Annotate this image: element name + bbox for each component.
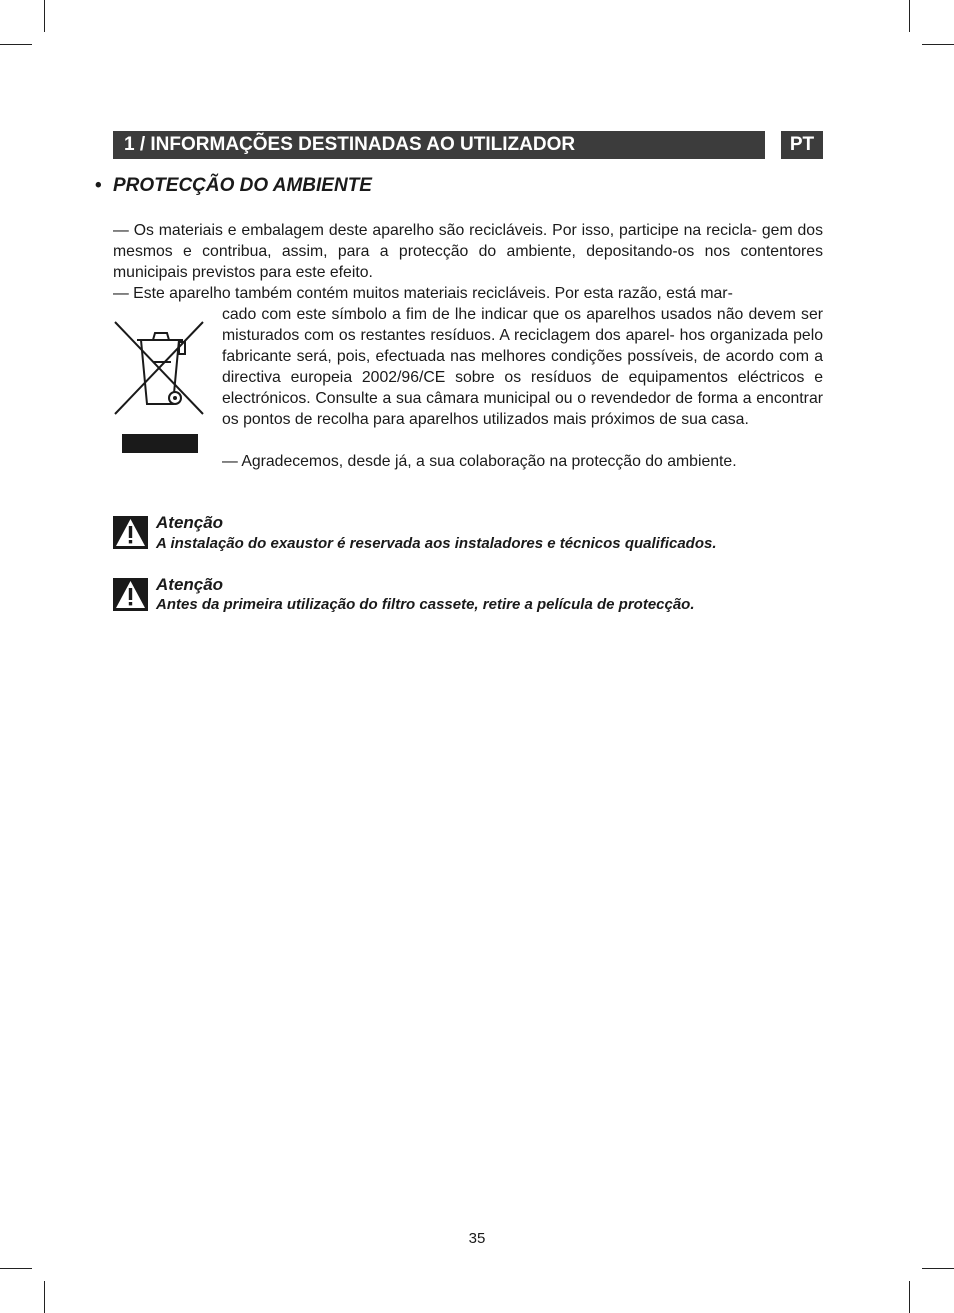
weee-paragraph-first-line: — Este aparelho também contém muitos materiais recicláveis. Por esta razão, está mar-	[113, 285, 733, 302]
crop-mark	[0, 44, 32, 45]
warning-title: Atenção	[156, 513, 224, 532]
crop-mark	[909, 1281, 910, 1313]
bullet: •	[95, 175, 102, 196]
crop-mark	[0, 1268, 32, 1269]
page-number: 35	[468, 1230, 486, 1247]
language-badge: PT	[781, 131, 823, 159]
recycling-paragraph: — Os materiais e embalagem deste aparelho são recicláveis. Por isso, participe na recicla- gem dos mesmos e contribua, assim, para a protecção do ambiente, depositando-os nos contentores municipais previstos para este efeito.	[113, 222, 823, 281]
warning-text: Antes da primeira utilização do filtro cassete, retire a película de protecção.	[156, 596, 695, 613]
crop-mark	[922, 44, 954, 45]
weee-underline-bar	[122, 434, 198, 453]
weee-paragraph-body: cado com este símbolo a fim de lhe indicar que os aparelhos usados não devem ser misturados com os restantes resíduos. A reciclagem dos aparel- hos organizada pelo fabricante será, pois, efectuada nas melhores condições possíveis, de acordo com a directiva europeia 2002/96/CE sobre os resíduos de equipamentos eléctricos e electrónicos. Consulte a sua câmara municipal ou o revendedor de forma a encontrar os pontos de recolha para aparelhos utilizados mais próximos de sua casa.	[222, 306, 823, 428]
warning-triangle-icon	[113, 578, 148, 611]
thanks-paragraph: — Agradecemos, desde já, a sua colaboração na protecção do ambiente.	[222, 453, 737, 470]
section-subheading	[95, 175, 372, 197]
crossed-out-wheelie-bin-icon	[113, 318, 205, 416]
crop-mark	[44, 0, 45, 32]
crop-mark	[44, 1281, 45, 1313]
warning-text: A instalação do exaustor é reservada aos instaladores e técnicos qualificados.	[156, 535, 717, 552]
subheading-text: PROTECÇÃO DO AMBIENTE	[113, 175, 372, 196]
section-title: 1 / INFORMAÇÕES DESTINADAS AO UTILIZADOR	[113, 131, 765, 159]
crop-mark	[909, 0, 910, 32]
warning-triangle-icon	[113, 516, 148, 549]
crop-mark	[922, 1268, 954, 1269]
warning-title: Atenção	[156, 575, 224, 594]
